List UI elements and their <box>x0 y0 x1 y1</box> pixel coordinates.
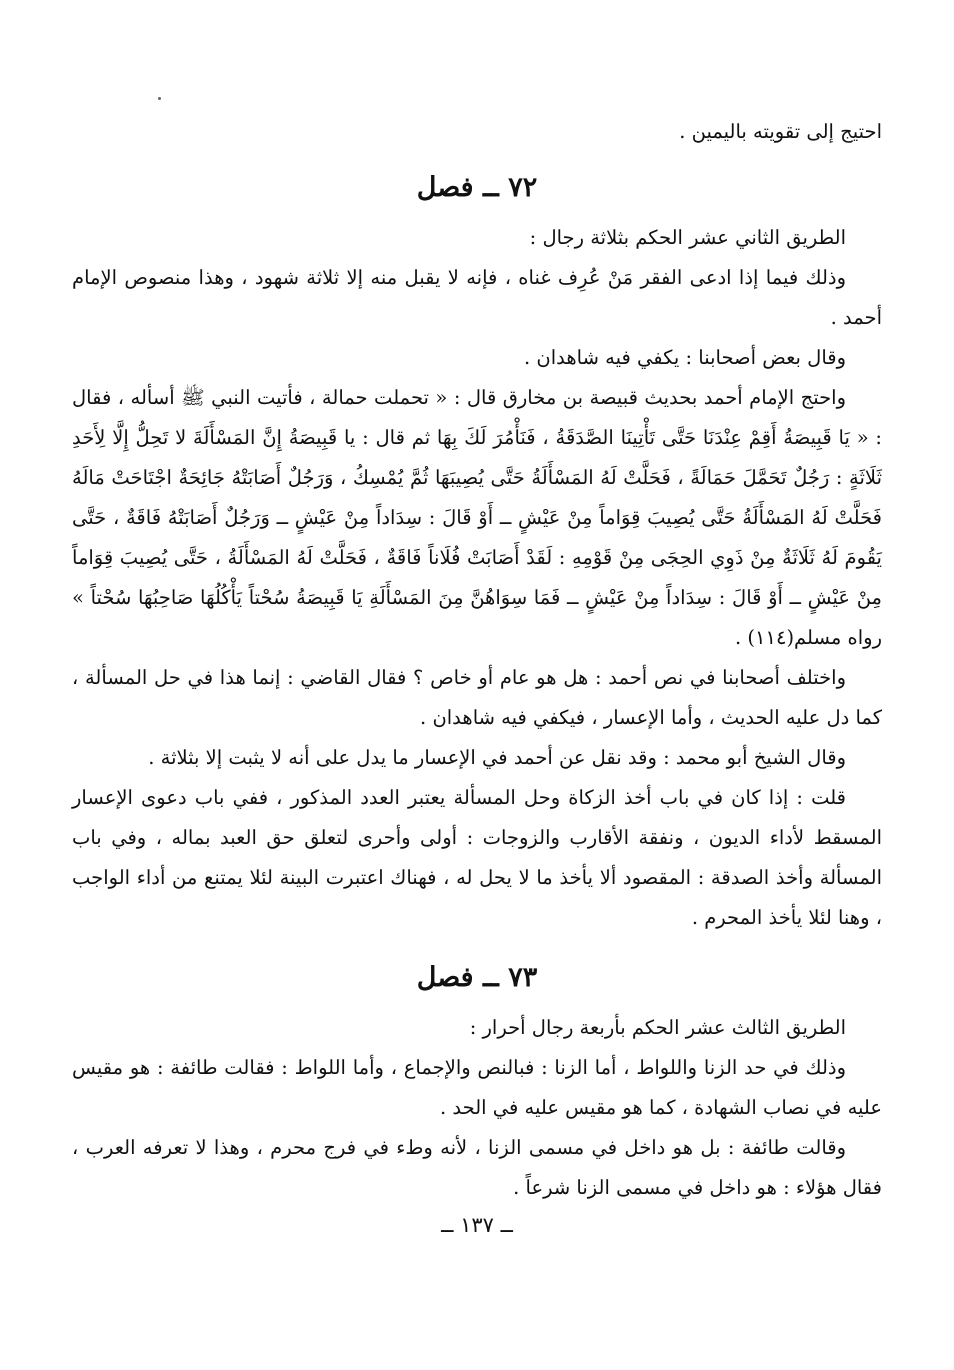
section-72-para-5: واختلف أصحابنا في نص أحمد : هل هو عام أو خاص ؟ فقال القاضي : إنما هذا في حل المسألة ، كما دل عليه الحديث ، وأما الإعسار ، فيكفي فيه شاهدان . <box>72 666 882 729</box>
continuation-line: احتيج إلى تقويته باليمين . <box>679 120 882 143</box>
section-73-para-2: وذلك في حد الزنا واللواط ، أما الزنا : فبالنص والإجماع ، وأما اللواط : فقالت طائفة : هو مقيس عليه في نصاب الشهادة ، كما هو مقيس عليه في الحد . <box>72 1056 882 1119</box>
section-73-para-3: وقالت طائفة : بل هو داخل في مسمى الزنا ، لأنه وطء في فرج محرم ، وهذا لا تعرفه العرب ، فقال هؤلاء : هو داخل في مسمى الزنا شرعاً . <box>72 1136 882 1199</box>
section-72-para-3: وقال بعض أصحابنا : يكفي فيه شاهدان . <box>524 346 846 369</box>
section-73-heading: ٧٣ ــ فصل <box>416 962 538 993</box>
section-72-para-7: قلت : إذا كان في باب أخذ الزكاة وحل المسألة يعتبر العدد المذكور ، ففي باب دعوى الإعسار المسقط لأداء الديون ، ونفقة الأقارب والزوجات : أولى وأحرى لتعلق حق العبد بماله ، وفي باب المسألة وأخذ الصدقة : المقصود ألا يأخذ ما لا يحل له ، فهناك اعتبرت البينة لئلا يمتنع من أداء الواجب ، وهنا لئلا يأخذ المحرم . <box>72 786 882 929</box>
page-body <box>72 112 882 1208</box>
section-72-para-4: واحتج الإمام أحمد بحديث قبيصة بن مخارق قال : « تحملت حمالة ، فأتيت النبي ﷺ أسأله ، فقال : « يَا قَبِيصَةُ أَقِمْ عِنْدَنَا حَتَّى تَأْتِينَا الصَّدَقَةُ ، فَنَأْمُرَ لَكَ بِهَا ثم قال : يا قَبِيصَةُ إِنَّ المَسْأَلَةَ لا تَحِلُّ إِلَّا لِأَحَدِ ثَلَاثَةٍ : رَجُلٌ تَحَمَّلَ حَمَالَةً ، فَحَلَّتْ لَهُ المَسْأَلَةُ حَتَّى يُصِيبَهَا ثُمَّ يُمْسِكُ ، وَرَجُلٌ أَصَابَتْهُ جَائِحَةٌ اجْتَاحَتْ مَالَهُ فَحَلَّتْ لَهُ المَسْأَلَةُ حَتَّى يُصِيبَ قِوَاماً مِنْ عَيْشٍ ــ أَوْ قَالَ : سِدَاداً مِنْ عَيْشٍ ــ وَرَجُلٌ أَصَابَتْهُ فَاقَةٌ ، حَتَّى يَقُومَ لَهُ ثَلَاثَةٌ مِنْ ذَوِي الحِجَى مِنْ قَوْمِهِ : لَقَدْ أَصَابَتْ فُلَاناً فَاقَةٌ ، فَحَلَّتْ لَهُ المَسْأَلَةُ ، حَتَّى يُصِيبَ قِوَاماً مِنْ عَيْشٍ ــ أَوْ قَالَ : سِدَاداً مِنْ عَيْشٍ ــ فَمَا سِوَاهُنَّ مِنَ المَسْأَلَةِ يَا قَبِيصَةُ سُحْتاً يَأْكُلُهَا صَاحِبُهَا سُحْتاً » رواه مسلم(١١٤) . <box>72 386 882 649</box>
section-72-para-6: وقال الشيخ أبو محمد : وقد نقل عن أحمد في الإعسار ما يدل على أنه لا يثبت إلا بثلاثة . <box>148 746 846 769</box>
section-72-para-2: وذلك فيما إذا ادعى الفقر مَنْ عُرِف غناه ، فإنه لا يقبل منه إلا ثلاثة شهود ، وهذا منصوص الإمام أحمد . <box>72 266 882 329</box>
section-72-para-1: الطريق الثاني عشر الحكم بثلاثة رجال : <box>529 226 846 249</box>
scan-speck <box>158 97 161 100</box>
page-number: ــ ١٣٧ ــ <box>441 1213 513 1237</box>
section-73-para-1: الطريق الثالث عشر الحكم بأربعة رجال أحرار : <box>469 1016 846 1039</box>
section-72-heading: ٧٢ ــ فصل <box>416 172 538 203</box>
